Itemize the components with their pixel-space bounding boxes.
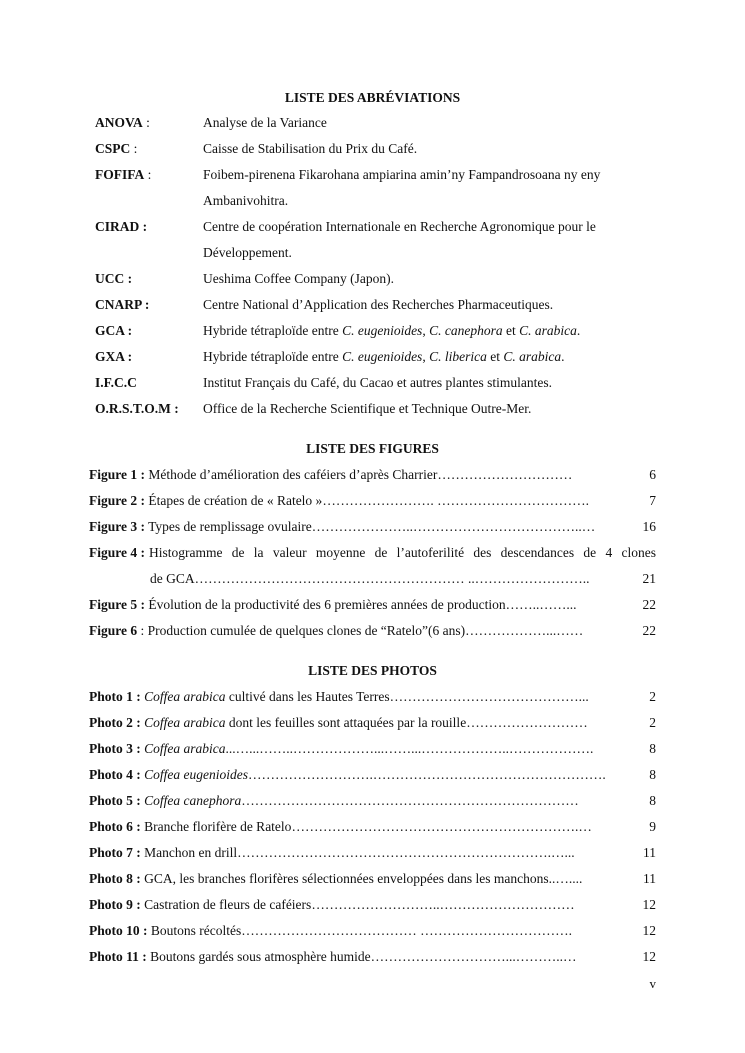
photo-entry-10[interactable]: Photo 10 : Boutons récoltés ………………………………… ……………………………. 12 (89, 923, 656, 938)
abbr-row-gca (95, 323, 655, 349)
page-ref: 2 (649, 689, 656, 704)
figure-entry-5[interactable]: Figure 5 : Évolution de la productivité des 6 premières années de production ……..……... 22 (89, 597, 656, 612)
figure-entry-4[interactable] (89, 545, 656, 561)
abbr-row-ucc (95, 271, 655, 297)
page-ref: 12 (642, 897, 656, 912)
abbr-row-ifcc (95, 375, 655, 401)
photos-title: LISTE DES PHOTOS (308, 663, 437, 678)
page-ref: 8 (649, 741, 656, 756)
figure-entry-1[interactable]: Figure 1 : Méthode d’amélioration des caféiers d’après Charrier ………………………… 6 (89, 467, 656, 482)
abbr-definition: Office de la Recherche Scientifique et Technique Outre-Mer. (203, 401, 532, 416)
abbr-key: CIRAD : (95, 219, 148, 234)
photo-entry-9[interactable]: Photo 9 : Castration de fleurs de caféiers ………………………..………………………… 12 (89, 897, 656, 912)
abbr-definition: Foibem-pirenena Fikarohana ampiarina amin’ny Fampandrosoana ny eny (203, 167, 601, 182)
page-ref: 12 (642, 949, 656, 964)
page-ref: 8 (649, 793, 656, 808)
abbr-definition: Ueshima Coffee Company (Japon). (203, 271, 394, 286)
page-ref: 16 (642, 519, 656, 534)
page-ref: 8 (649, 767, 656, 782)
figure-entry-3[interactable]: Figure 3 : Types de remplissage ovulaire …………………..………………………………..… 16 (89, 519, 656, 534)
abbreviations-title: LISTE DES ABRÉVIATIONS (284, 90, 461, 105)
photo-entry-2[interactable]: Photo 2 : Coffea arabica dont les feuilles sont attaquées par la rouille ……………………… 2 (89, 715, 656, 730)
page-number: v (649, 976, 656, 991)
photo-entry-5[interactable]: Photo 5 : Coffea canephora ………………………………………………………………… 8 (89, 793, 656, 808)
abbr-row-anova (95, 115, 655, 141)
figure-entry-2[interactable]: Figure 2 : Étapes de création de « Ratelo » ……………………. ……………………………. 7 (89, 493, 656, 508)
abbr-key: CNARP : (95, 297, 150, 312)
abbr-key: O.R.S.T.O.M : (95, 401, 179, 416)
figure-entry-6[interactable]: Figure 6 : Production cumulée de quelques clones de “Ratelo”(6 ans) ………………...…… 22 (89, 623, 656, 638)
photo-entry-11[interactable]: Photo 11 : Boutons gardés sous atmosphère humide …………………………...………..… 12 (89, 949, 656, 964)
abbr-key: ANOVA : (95, 115, 150, 130)
abbr-row-orstom (95, 401, 655, 427)
photo-entry-4[interactable]: Photo 4 : Coffea eugenioides ……………………….……………………………………………. 8 (89, 767, 656, 782)
abbr-definition-continued: Développement. (203, 245, 292, 260)
abbr-definition: Hybride tétraploïde entre C. eugenioides, C. liberica et C. arabica. (203, 349, 565, 364)
photo-entry-8[interactable]: Photo 8 : GCA, les branches florifères sélectionnées enveloppées dans les manchons ..….... 11 (89, 871, 656, 886)
abbr-definition: Centre National d’Application des Recherches Pharmaceutiques. (203, 297, 554, 312)
figure-entry-4-line: Figure 4 : Histogramme de la valeur moyenne de l’autoferilité des descendances de 4 clones (89, 545, 656, 560)
photo-entry-7[interactable]: Photo 7 : Manchon en drill …………………………………………………………….…... 11 (89, 845, 656, 860)
abbr-definition: Hybride tétraploïde entre C. eugenioides, C. canephora et C. arabica. (203, 323, 581, 338)
page-ref: 11 (643, 845, 656, 860)
page-ref: 2 (649, 715, 656, 730)
abbr-key: UCC : (95, 271, 133, 286)
abbr-row-gxa (95, 349, 655, 375)
abbr-row-cirad (95, 219, 655, 271)
page-ref: 12 (642, 923, 656, 938)
abbr-row-fofifa (95, 167, 655, 219)
photo-entry-6[interactable]: Photo 6 : Branche florifère de Ratelo ……………………………………………………….… 9 (89, 819, 656, 834)
abbr-key: CSPC : (95, 141, 138, 156)
abbr-key: GXA : (95, 349, 133, 364)
abbr-definition: Caisse de Stabilisation du Prix du Café. (203, 141, 418, 156)
abbr-definition: Centre de coopération Internationale en Recherche Agronomique pour le (203, 219, 596, 234)
page-ref: 7 (649, 493, 656, 508)
photo-entry-3[interactable]: Photo 3 : Coffea arabica ...…...……..………………...……...………………..………………. 8 (89, 741, 656, 756)
page-ref: 21 (642, 571, 656, 586)
figure-entry-4-continued: de GCA …………………………………………………… ..…………………….. 21 (150, 571, 656, 586)
page-ref: 22 (642, 597, 656, 612)
abbr-row-cspc (95, 141, 655, 167)
page-ref: 9 (649, 819, 656, 834)
abbr-key: I.F.C.C (95, 375, 137, 390)
abbr-row-cnarp (95, 297, 655, 323)
photo-entry-1[interactable]: Photo 1 : Coffea arabica cultivé dans les Hautes Terres ……………………………………... 2 (89, 689, 656, 704)
page-ref: 22 (642, 623, 656, 638)
abbr-key: GCA : (95, 323, 133, 338)
page-ref: 11 (643, 871, 656, 886)
figures-title: LISTE DES FIGURES (306, 441, 439, 456)
abbr-definition-continued: Ambanivohitra. (203, 193, 289, 208)
abbr-definition: Analyse de la Variance (203, 115, 327, 130)
abbr-definition: Institut Français du Café, du Cacao et autres plantes stimulantes. (203, 375, 553, 390)
page-ref: 6 (649, 467, 656, 482)
abbr-key: FOFIFA : (95, 167, 152, 182)
